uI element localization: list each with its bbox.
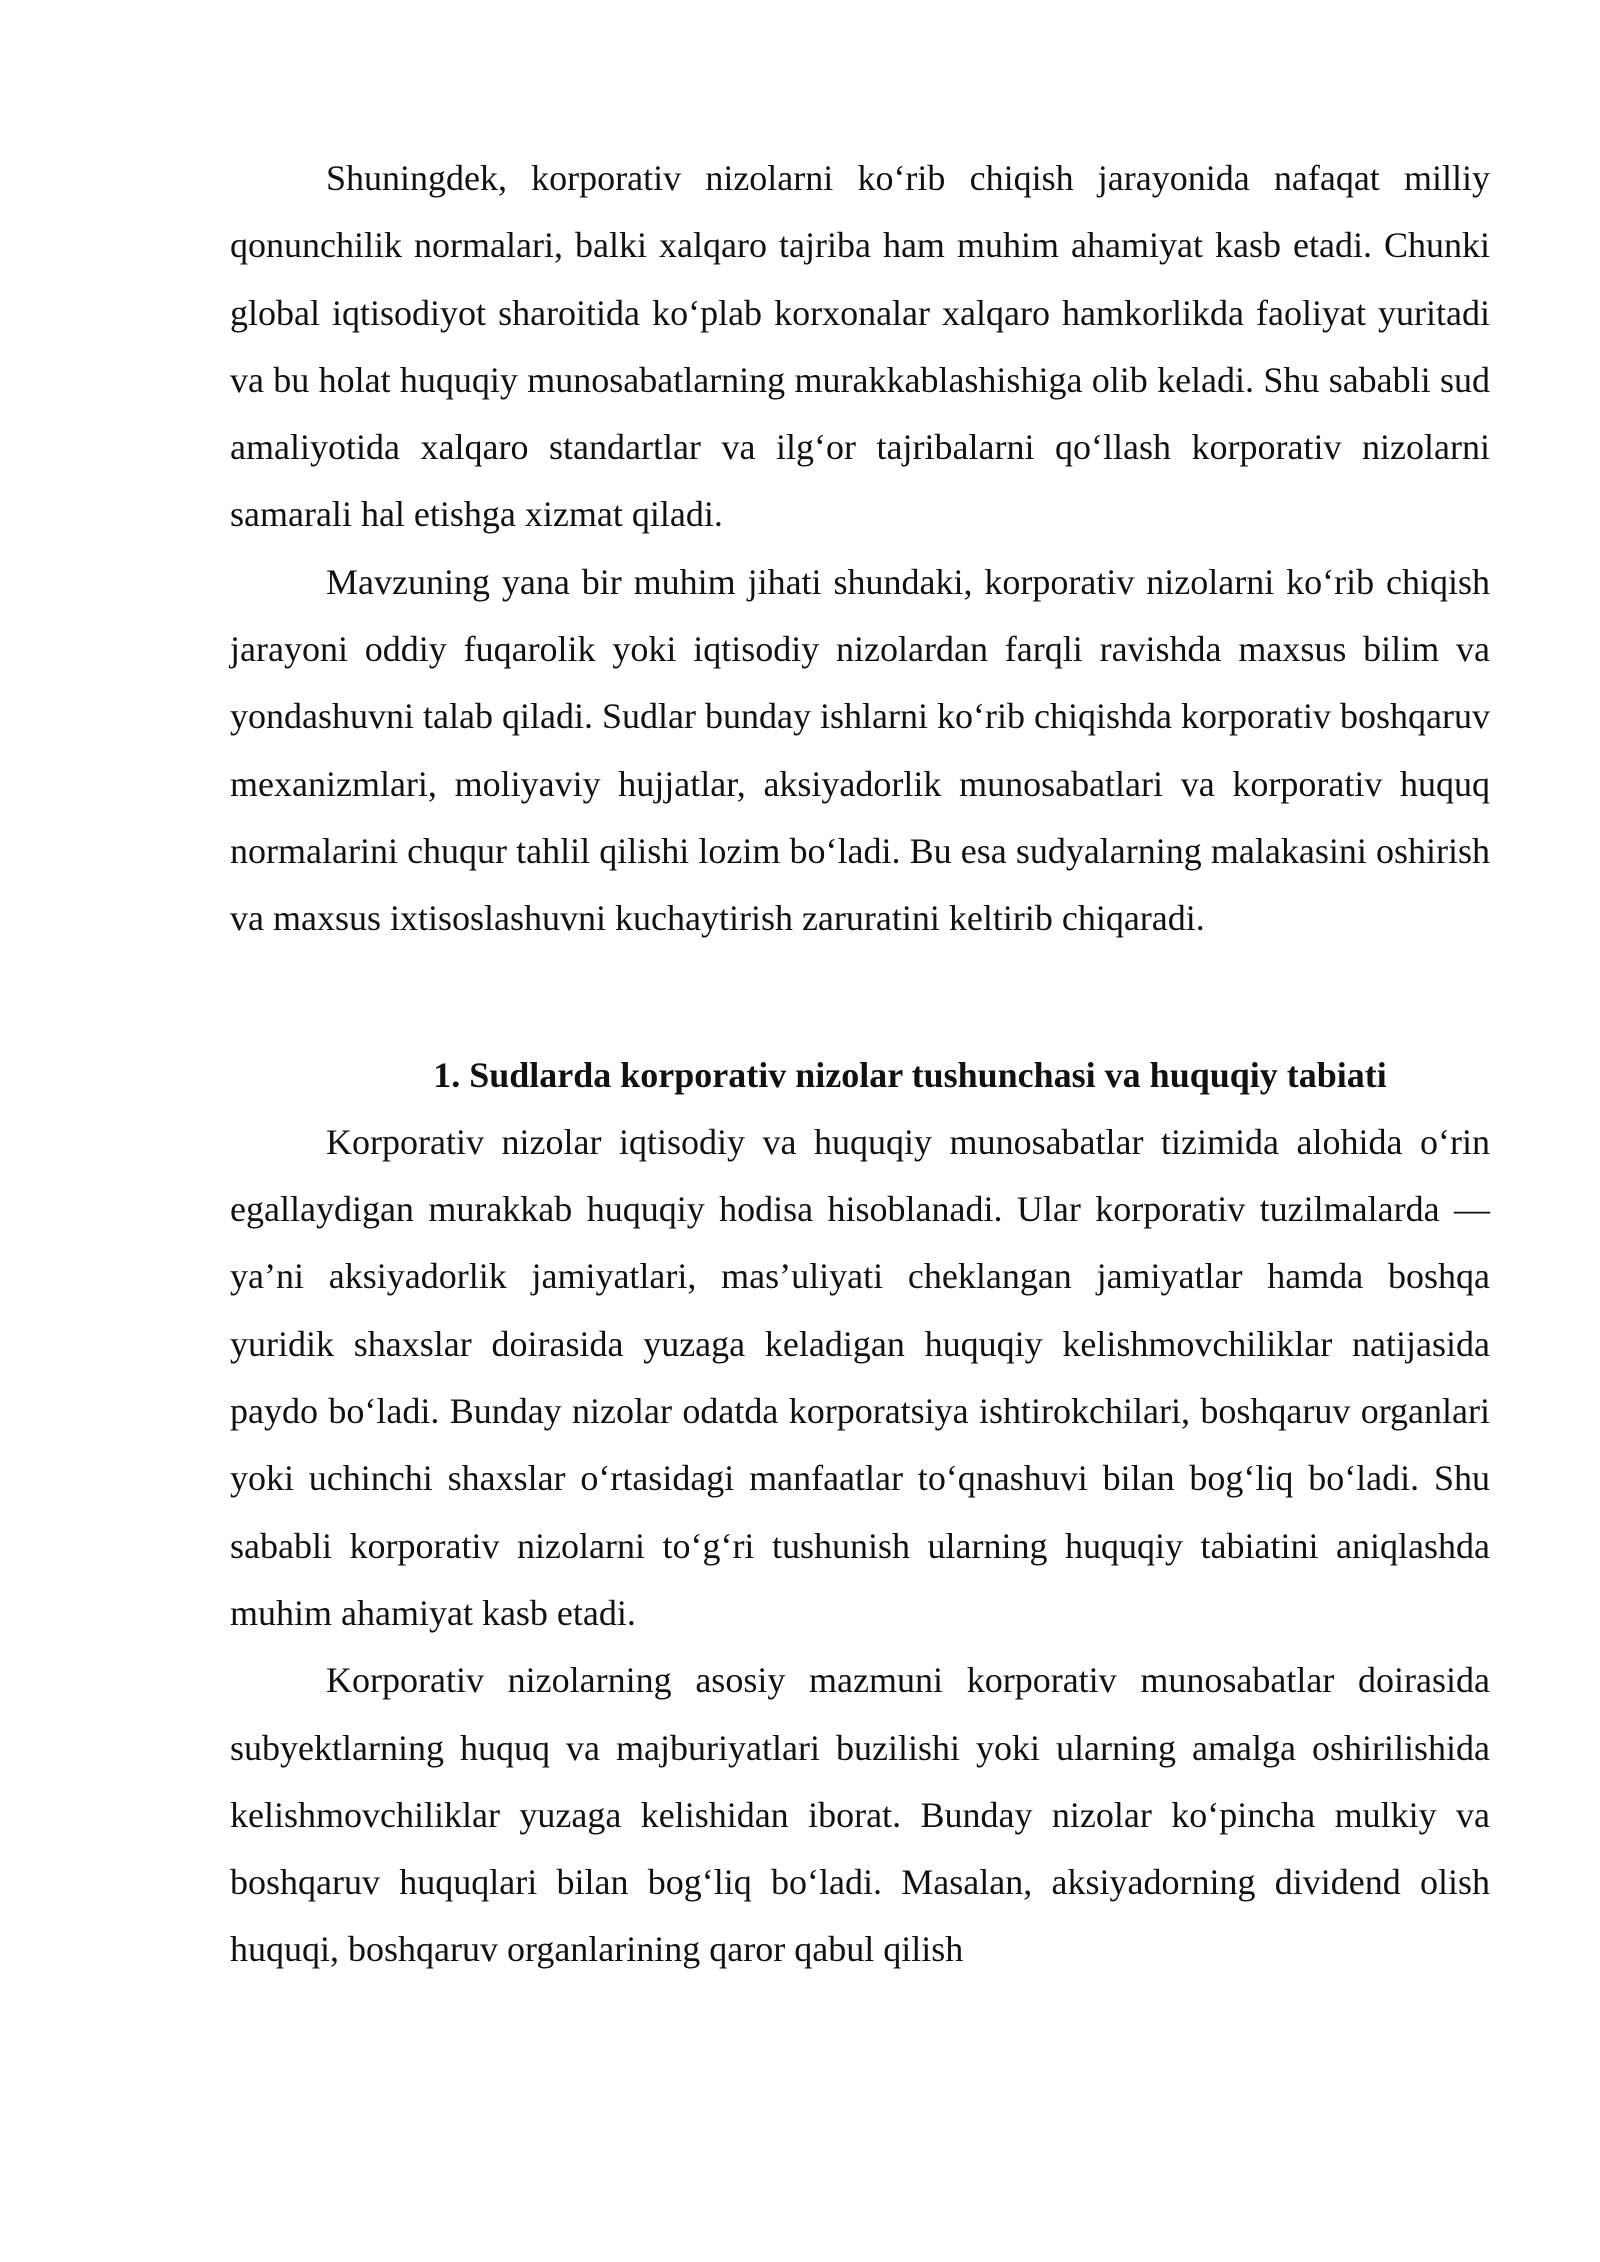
section-heading: 1. Sudlarda korporativ nizolar tushunchasi va huquqiy tabiati <box>433 1054 1387 1095</box>
paragraph-corporate-disputes-definition: Korporativ nizolar iqtisodiy va huquqiy munosabatlar tizimida alohida o‘rin egallaydigan murakkab huquqiy hodisa hisoblanadi. Ular korporativ tuzilmalarda — ya’ni aksiyadorlik jamiyatlari, mas’uliyati cheklangan jamiyatlar hamda boshqa yuridik shaxslar doirasida yuzaga keladigan huquqiy kelishmovchiliklar natijasida paydo bo‘ladi. Bunday nizolar odatda korporatsiya ishtirokchilari, boshqaruv organlari yoki uchinchi shaxslar o‘rtasidagi manfaatlar to‘qnashuvi bilan bog‘liq bo‘ladi. Shu sababli korporativ nizolarni to‘g‘ri tushunish ularning huquqiy tabiatini aniqlashda muhim ahamiyat kasb etadi. <box>230 1121 1490 1633</box>
paragraph-special-knowledge: Mavzuning yana bir muhim jihati shundaki, korporativ nizolarni ko‘rib chiqish jarayoni oddiy fuqarolik yoki iqtisodiy nizolardan farqli ravishda maxsus bilim va yondashuvni talab qiladi. Sudlar bunday ishlarni ko‘rib chiqishda korporativ boshqaruv mexanizmlari, moliyaviy hujjatlar, aksiyadorlik munosabatlari va korporativ huquq normalarini chuqur tahlil qilishi lozim bo‘ladi. Bu esa sudyalarning malakasini oshirish va maxsus ixtisoslashuvni kuchaytirish zaruratini keltirib chiqaradi. <box>230 561 1490 939</box>
paragraph-intl-experience: Shuningdek, korporativ nizolarni ko‘rib chiqish jarayonida nafaqat milliy qonunchilik normalari, balki xalqaro tajriba ham muhim ahamiyat kasb etadi. Chunki global iqtisodiyot sharoitida ko‘plab korxonalar xalqaro hamkorlikda faoliyat yuritadi va bu holat huquqiy munosabatlarning murakkablashishiga olib keladi. Shu sababli sud amaliyotida xalqaro standartlar va ilg‘or tajribalarni qo‘llash korporativ nizolarni samarali hal etishga xizmat qiladi. <box>230 158 1490 535</box>
document-page <box>230 145 1490 1984</box>
paragraph-corporate-disputes-content: Korporativ nizolarning asosiy mazmuni korporativ munosabatlar doirasida subyektlarning huquq va majburiyatlari buzilishi yoki ularning amalga oshirilishida kelishmovchiliklar yuzaga kelishidan iborat. Bunday nizolar ko‘pincha mulkiy va boshqaruv huquqlari bilan bog‘liq bo‘ladi. Masalan, aksiyadorning dividend olish huquqi, boshqaruv organlarining qaror qabul qilish <box>230 1660 1490 1970</box>
